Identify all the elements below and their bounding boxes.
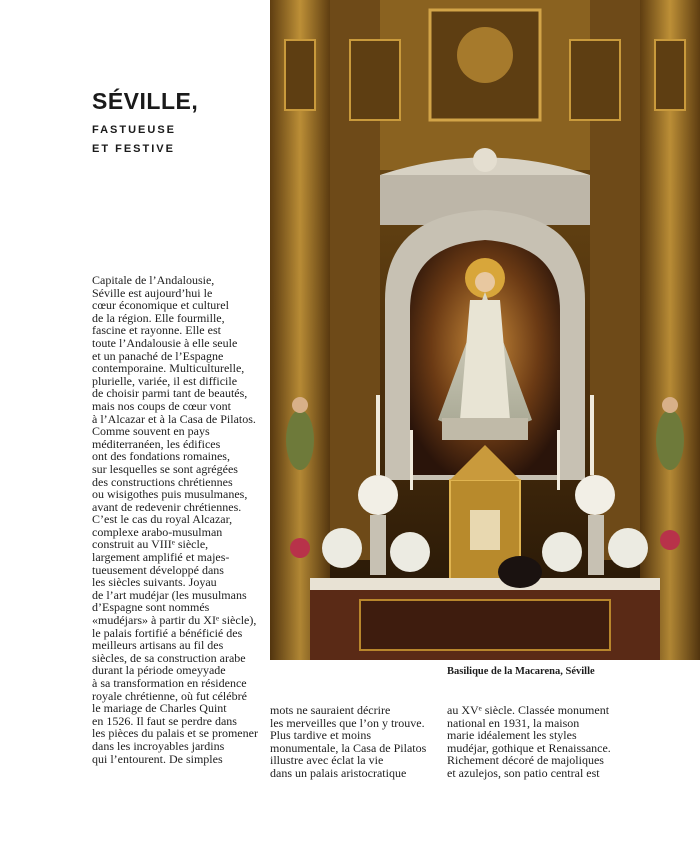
text-line: national en 1931, la maison (447, 715, 580, 730)
text-line: meilleurs artisans au fil des (92, 638, 224, 653)
text-line: royale chrétienne, où fut célébré (92, 688, 247, 703)
text-line: construit au VIIIᵉ siècle, (92, 537, 209, 552)
text-line: mudéjar, gothique et Renaissance. (447, 740, 611, 755)
text-line: mots ne sauraient décrire (270, 703, 391, 717)
text-line: complexe arabo-musulman (92, 524, 223, 539)
text-line: dans un palais aristocratique (270, 765, 407, 780)
text-line: sur lesquelles se sont agrégées (92, 461, 238, 476)
text-line: fascine et rayonne. Elle est (92, 323, 221, 338)
text-line: et azulejos, son patio central est (447, 765, 600, 780)
text-line: siècles, de sa construction arabe (92, 650, 246, 665)
text-line: contemporaine. Multiculturelle, (92, 361, 245, 376)
text-line: Séville est aujourd’hui le (92, 285, 213, 300)
text-line: à l’Alcazar et à la Casa de Pilatos. (92, 411, 256, 426)
text-line: Capitale de l’Andalousie, (92, 273, 215, 287)
text-line: monumentale, la Casa de Pilatos (270, 740, 427, 755)
text-line: Richement décoré de majoliques (447, 753, 604, 768)
text-line: les siècles suivants. Joyau (92, 575, 217, 590)
text-line: Plus tardive et moins (270, 728, 371, 743)
text-line: avant de redevenir chrétiennes. (92, 499, 242, 514)
text-line: tueusement développé dans (92, 562, 224, 577)
text-line: le palais fortifié a bénéficié des (92, 625, 243, 640)
text-line: d’Espagne sont nommés (92, 600, 210, 615)
article-subtitle (92, 121, 262, 159)
text-line: ont des fondations romaines, (92, 449, 230, 464)
text-line: au XVᵉ siècle. Classée monument (447, 703, 610, 717)
text-line: toute l’Andalousie à elle seule (92, 335, 238, 350)
text-line: marie idéalement les styles (447, 728, 577, 743)
text-line: cœur économique et culturel (92, 298, 229, 313)
text-line: des constructions chrétiennes (92, 474, 233, 489)
altar-illustration (270, 0, 700, 660)
text-line: les merveilles que l’on y trouve. (270, 715, 425, 730)
text-line: à sa transformation en résidence (92, 676, 247, 690)
text-line: méditerranéen, les édifices (92, 436, 221, 451)
text-line: de choisir parmi tant de beautés, (92, 386, 248, 401)
subtitle-line: FASTUEUSE (92, 124, 177, 136)
text-line: Comme souvent en pays (92, 424, 210, 439)
body-column-2 (270, 704, 440, 780)
text-line: dans les incroyables jardins (92, 738, 225, 753)
text-line: les pièces du palais et se promener (92, 726, 258, 741)
text-line: mais nos coups de cœur vont (92, 398, 231, 413)
body-column-3 (447, 704, 617, 780)
basilica-photo (270, 0, 700, 660)
text-line: plurielle, variée, il est difficile (92, 373, 238, 388)
text-line: de la région. Elle fourmille, (92, 310, 225, 325)
article-title: SÉVILLE, (92, 88, 199, 114)
text-line: qui l’entourent. De simples (92, 751, 223, 766)
text-line: «mudéjars» à partir du XIᵉ siècle), (92, 613, 257, 628)
body-column-1 (92, 274, 262, 765)
text-line: durant la période omeyyade (92, 663, 226, 678)
text-line: C’est le cas du royal Alcazar, (92, 512, 233, 527)
photo-caption: Basilique de la Macarena, Séville (447, 666, 595, 677)
text-line: et un panaché de l’Espagne (92, 348, 224, 363)
text-line: en 1526. Il faut se perdre dans (92, 713, 237, 728)
text-line: ou wisigothes puis musulmanes, (92, 487, 248, 502)
text-line: illustre avec éclat la vie (270, 753, 384, 768)
text-line: largement amplifié et majes- (92, 550, 230, 565)
text-line: de l’art mudéjar (les musulmans (92, 587, 247, 602)
subtitle-line: ET FESTIVE (92, 143, 175, 155)
text-line: le mariage de Charles Quint (92, 701, 227, 716)
